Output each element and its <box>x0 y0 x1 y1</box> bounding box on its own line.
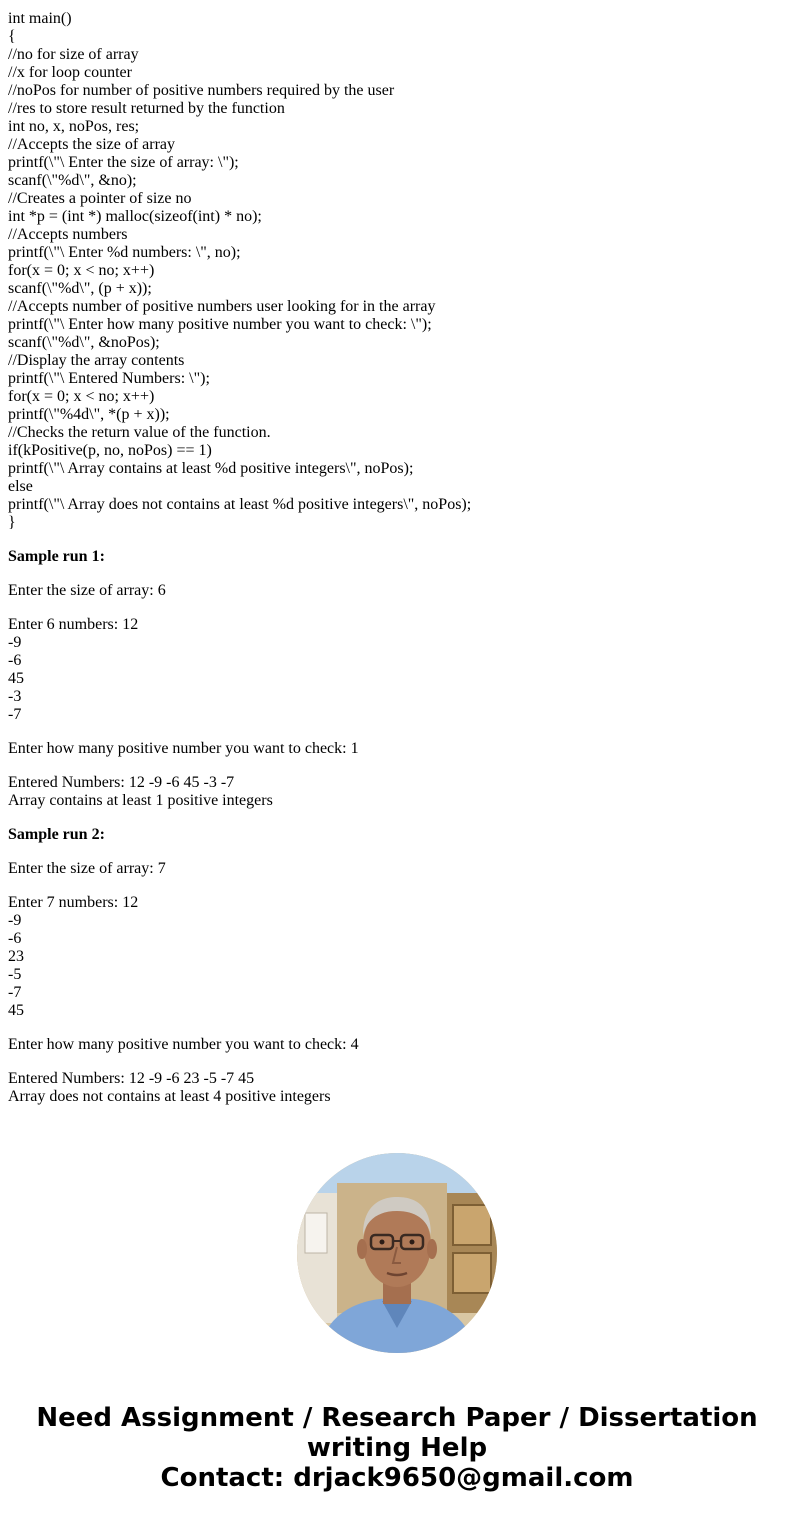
contact-banner <box>0 1403 794 1493</box>
size-prompt: Enter the size of array: 7 <box>8 860 166 877</box>
number-entry: 23 <box>8 948 24 965</box>
code-line: printf(\"\ Array contains at least %d positive integers\", noPos); <box>8 460 414 477</box>
code-line: if(kPositive(p, no, noPos) == 1) <box>8 442 212 459</box>
check-prompt: Enter how many positive number you want to check: 1 <box>8 740 359 757</box>
avatar <box>297 1153 497 1353</box>
code-line: //Accepts number of positive numbers user looking for in the array <box>8 298 436 315</box>
check-prompt: Enter how many positive number you want to check: 4 <box>8 1036 359 1053</box>
document-body <box>8 10 784 1106</box>
number-entry: -9 <box>8 634 22 651</box>
entered-numbers: Entered Numbers: 12 -9 -6 23 -5 -7 45 <box>8 1070 255 1087</box>
code-line: int main() <box>8 10 72 27</box>
banner-line: Need Assignment / Research Paper / Dissertation <box>36 1403 758 1433</box>
number-entry: -7 <box>8 984 22 1001</box>
number-entry: -3 <box>8 688 22 705</box>
number-entry: -5 <box>8 966 22 983</box>
code-line: printf(\"%4d\", *(p + x)); <box>8 406 170 423</box>
numbers-prompt: Enter 7 numbers: 12 <box>8 894 139 911</box>
code-line: //res to store result returned by the function <box>8 100 285 117</box>
code-line: //Accepts numbers <box>8 226 128 243</box>
contact-email: Contact: drjack9650@gmail.com <box>160 1463 634 1493</box>
code-line: for(x = 0; x < no; x++) <box>8 388 155 405</box>
result-line: Array does not contains at least 4 positive integers <box>8 1088 331 1105</box>
code-line: { <box>8 28 16 45</box>
sample-run-1 <box>8 548 784 810</box>
code-line: scanf(\"%d\", (p + x)); <box>8 280 152 297</box>
code-line: printf(\"\ Entered Numbers: \"); <box>8 370 210 387</box>
code-line: } <box>8 514 16 531</box>
numbers-prompt: Enter 6 numbers: 12 <box>8 616 139 633</box>
code-line: //no for size of array <box>8 46 139 63</box>
sample-run-heading: Sample run 2: <box>8 826 105 843</box>
code-line: printf(\"\ Enter how many positive number you want to check: \"); <box>8 316 432 333</box>
code-line: int *p = (int *) malloc(sizeof(int) * no); <box>8 208 262 225</box>
code-line: //Creates a pointer of size no <box>8 190 192 207</box>
sample-run-heading: Sample run 1: <box>8 548 105 565</box>
code-line: else <box>8 478 33 495</box>
code-line: //noPos for number of positive numbers required by the user <box>8 82 395 99</box>
code-line: int no, x, noPos, res; <box>8 118 140 135</box>
code-line: printf(\"\ Array does not contains at least %d positive integers\", noPos); <box>8 496 472 513</box>
code-block <box>8 10 784 532</box>
code-line: //x for loop counter <box>8 64 132 81</box>
code-line: printf(\"\ Enter the size of array: \"); <box>8 154 239 171</box>
banner-line: writing Help <box>306 1433 488 1463</box>
code-line: //Display the array contents <box>8 352 185 369</box>
code-line: scanf(\"%d\", &noPos); <box>8 334 160 351</box>
number-entry: -6 <box>8 652 22 669</box>
code-line: //Checks the return value of the function. <box>8 424 271 441</box>
size-prompt: Enter the size of array: 6 <box>8 582 166 599</box>
person-photo-icon <box>297 1153 497 1353</box>
code-line: printf(\"\ Enter %d numbers: \", no); <box>8 244 241 261</box>
number-entry: 45 <box>8 1002 24 1019</box>
number-entry: -6 <box>8 930 22 947</box>
entered-numbers: Entered Numbers: 12 -9 -6 45 -3 -7 <box>8 774 235 791</box>
number-entry: -7 <box>8 706 22 723</box>
number-entry: -9 <box>8 912 22 929</box>
result-line: Array contains at least 1 positive integers <box>8 792 273 809</box>
sample-run-2 <box>8 826 784 1106</box>
code-line: for(x = 0; x < no; x++) <box>8 262 155 279</box>
number-entry: 45 <box>8 670 24 687</box>
code-line: scanf(\"%d\", &no); <box>8 172 137 189</box>
code-line: //Accepts the size of array <box>8 136 176 153</box>
